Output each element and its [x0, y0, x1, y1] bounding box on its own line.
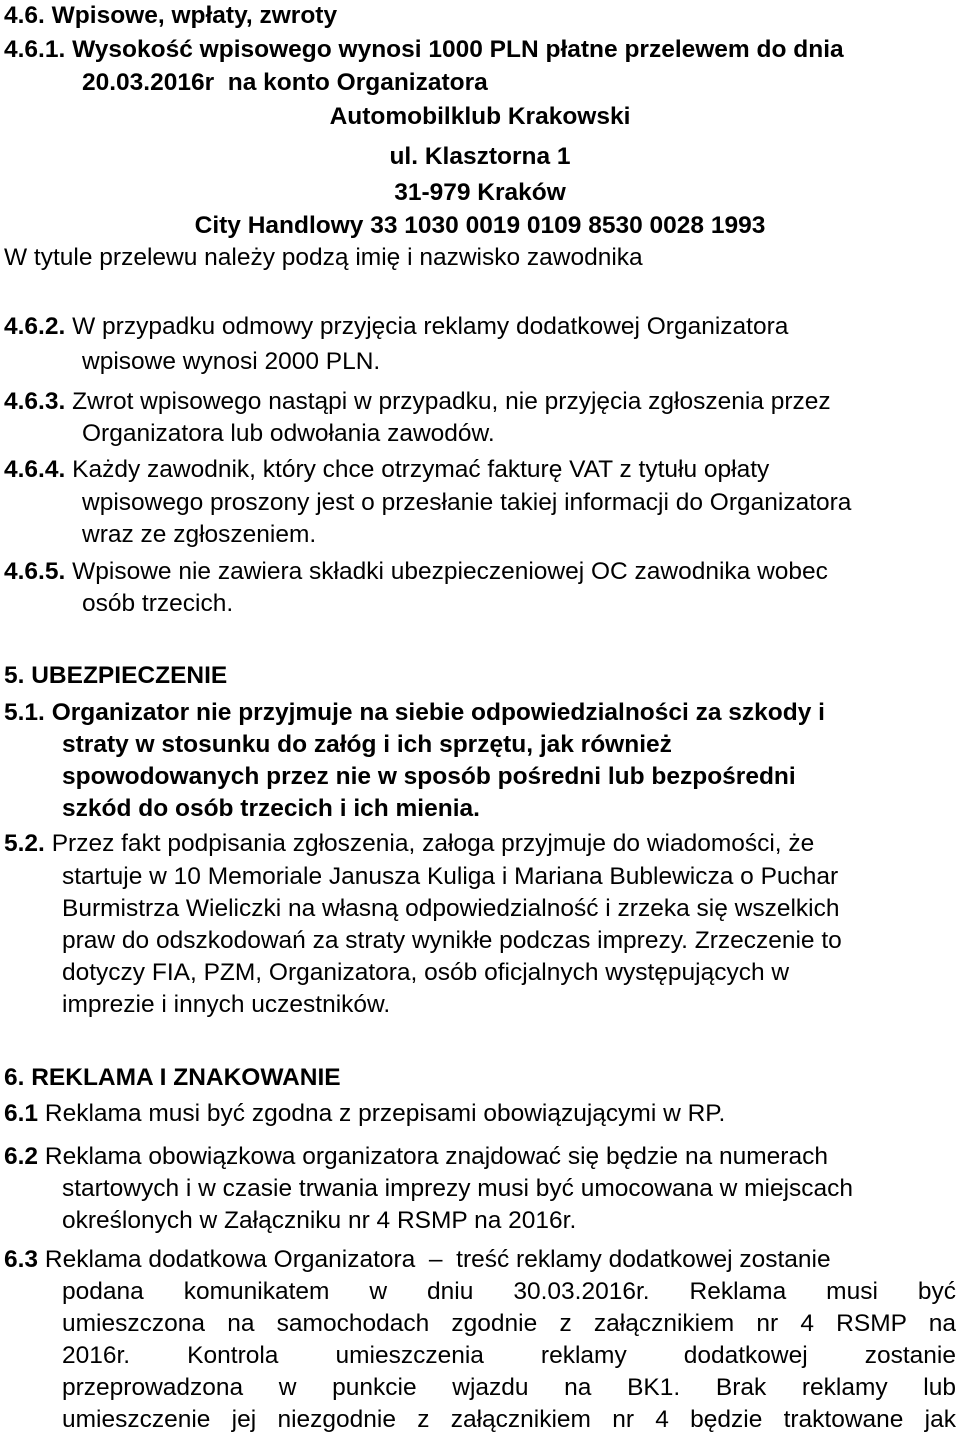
paragraph-4-6-3-line2: Organizatora lub odwołania zawodów.: [82, 420, 495, 447]
paragraph-6-2-line1: [4, 1141, 828, 1174]
paragraph-6-3-line1: [4, 1244, 831, 1277]
section-heading-5: 5. UBEZPIECZENIE: [4, 662, 228, 689]
paragraph-number: 4.6.4.: [4, 456, 66, 483]
paragraph-text: Wpisowe nie zawiera składki ubezpieczeniowej OC zawodnika wobec: [72, 558, 828, 585]
paragraph-5-2-line4: praw do odszkodowań za straty wynikłe podczas imprezy. Zrzeczenie to: [62, 927, 842, 954]
paragraph-6-3-line2: podana komunikatem w dniu 30.03.2016r. Reklama musi być: [62, 1278, 956, 1305]
paragraph-4-6-2-line2: wpisowe wynosi 2000 PLN.: [82, 348, 381, 375]
paragraph-number: 4.6.3.: [4, 388, 66, 415]
paragraph-6-2-line2: startowych i w czasie trwania imprezy musi być umocowana w miejscach: [62, 1175, 854, 1202]
bank-account: City Handlowy 33 1030 0019 0109 8530 0028 1993: [194, 212, 766, 239]
paragraph-5-2-line5: dotyczy FIA, PZM, Organizatora, osób oficjalnych występujących w: [62, 959, 790, 986]
section-heading-6: 6. REKLAMA I ZNAKOWANIE: [4, 1064, 341, 1091]
paragraph-4-6-2-line1: [4, 311, 788, 344]
paragraph-5-1-line1: [4, 697, 825, 730]
paragraph-text: Reklama dodatkowa Organizatora – treść reklamy dodatkowej zostanie: [44, 1246, 831, 1273]
paragraph-5-2-line1: [4, 828, 814, 861]
paragraph-5-2-line3: Burmistrza Wieliczki na własną odpowiedzialność i zrzeka się wszelkich: [62, 895, 840, 922]
organizer-street: ul. Klasztorna 1: [389, 143, 571, 170]
paragraph-6-3-line4: 2016r. Kontrola umieszczenia reklamy dodatkowej zostanie: [62, 1342, 956, 1369]
paragraph-text: Przez fakt podpisania zgłoszenia, załoga przyjmuje do wiadomości, że: [51, 830, 815, 857]
paragraph-4-6-1-line2: 20.03.2016r na konto Organizatora: [82, 69, 488, 96]
paragraph-text: Reklama obowiązkowa organizatora znajdować się będzie na numerach: [44, 1143, 828, 1170]
paragraph-number: 4.6.2.: [4, 313, 66, 340]
paragraph-4-6-3-line1: [4, 386, 831, 419]
paragraph-6-3-line6: umieszczenie jej niezgodnie z załącznikiem nr 4 będzie traktowane jak: [62, 1406, 956, 1433]
paragraph-4-6-5-line1: [4, 556, 828, 589]
paragraph-4-6-4-line2: wpisowego proszony jest o przesłanie takiej informacji do Organizatora: [82, 489, 852, 516]
paragraph-number: 6.2: [4, 1143, 39, 1170]
paragraph-6-1-line1: [4, 1098, 725, 1131]
paragraph-6-2-line3: określonych w Załączniku nr 4 RSMP na 2016r.: [62, 1207, 577, 1234]
paragraph-4-6-4-line3: wraz ze zgłoszeniem.: [82, 521, 317, 548]
section-heading-4-6: 4.6. Wpisowe, wpłaty, zwroty: [4, 2, 338, 29]
paragraph-number: 5.2.: [4, 830, 45, 857]
paragraph-4-6-4-line1: [4, 454, 769, 487]
paragraph-6-3-line5: przeprowadzona w punkcie wjazdu na BK1. Brak reklamy lub: [62, 1374, 956, 1401]
paragraph-5-1-line4: szkód do osób trzecich i ich mienia.: [62, 795, 480, 822]
paragraph-number: 6.1: [4, 1100, 39, 1127]
paragraph-text: Reklama musi być zgodna z przepisami obowiązującymi w RP.: [44, 1100, 726, 1127]
organizer-city: 31-979 Kraków: [394, 179, 566, 206]
organizer-name: Automobilklub Krakowski: [329, 103, 631, 130]
paragraph-number: 4.6.1.: [4, 36, 66, 63]
paragraph-5-2-line6: imprezie i innych uczestników.: [62, 991, 391, 1018]
paragraph-5-1-line2: straty w stosunku do załóg i ich sprzętu, jak również: [62, 731, 672, 758]
paragraph-text: Wysokość wpisowego wynosi 1000 PLN płatne przelewem do dnia: [72, 36, 844, 63]
paragraph-text: W przypadku odmowy przyjęcia reklamy dodatkowej Organizatora: [72, 313, 789, 340]
paragraph-text: Zwrot wpisowego nastąpi w przypadku, nie przyjęcia zgłoszenia przez: [72, 388, 831, 415]
paragraph-4-6-1-line1: [4, 34, 844, 67]
paragraph-text: Organizator nie przyjmuje na siebie odpowiedzialności za szkody i: [51, 699, 825, 726]
paragraph-number: 6.3: [4, 1246, 39, 1273]
paragraph-number: 4.6.5.: [4, 558, 66, 585]
paragraph-5-2-line2: startuje w 10 Memoriale Janusza Kuliga i Mariana Bublewicza o Puchar: [62, 863, 839, 890]
paragraph-5-1-line3: spowodowanych przez nie w sposób pośredni lub bezpośredni: [62, 763, 796, 790]
paragraph-number: 5.1.: [4, 699, 45, 726]
transfer-title-note: W tytule przelewu należy podzą imię i nazwisko zawodnika: [4, 244, 643, 271]
paragraph-text: Każdy zawodnik, który chce otrzymać fakturę VAT z tytułu opłaty: [72, 456, 770, 483]
paragraph-6-3-line3: umieszczona na samochodach zgodnie z załącznikiem nr 4 RSMP na: [62, 1310, 956, 1337]
paragraph-4-6-5-line2: osób trzecich.: [82, 590, 234, 617]
